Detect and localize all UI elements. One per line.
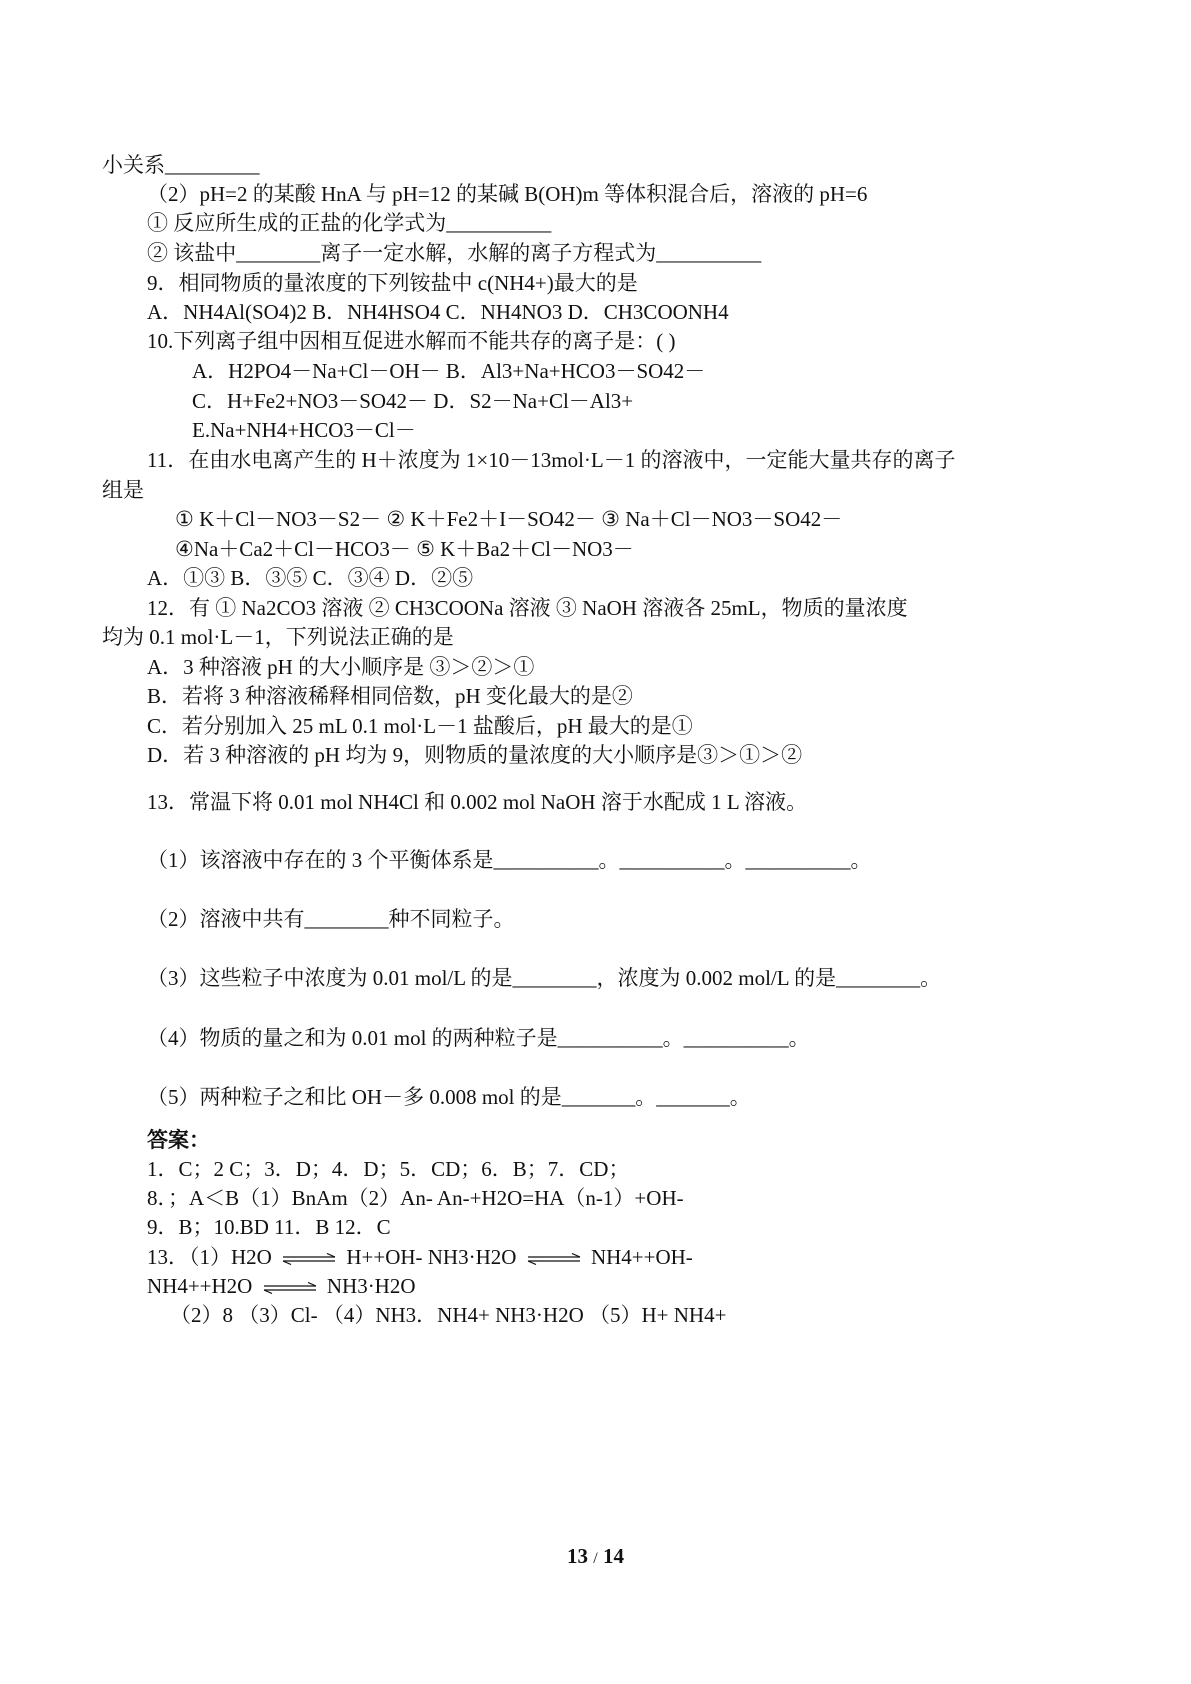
- total-pages: 14: [602, 1544, 624, 1568]
- equilibrium-arrow-icon: [281, 1253, 337, 1265]
- text-line: ① 反应所生成的正盐的化学式为__________: [147, 211, 552, 235]
- question-11-items: ④Na＋Ca2＋Cl－HCO3－ ⑤ K＋Ba2＋Cl－NO3－: [175, 537, 634, 561]
- text-line: （2）pH=2 的某酸 HnA 与 pH=12 的某碱 B(OH)m 等体积混合后，溶液的 pH=6: [147, 182, 868, 206]
- equilibrium-arrow-icon: [262, 1282, 318, 1294]
- question-12-option: C．若分别加入 25 mL 0.1 mol·L－1 盐酸后，pH 最大的是①: [147, 714, 693, 738]
- question-12-option: B．若将 3 种溶液稀释相同倍数，pH 变化最大的是②: [147, 684, 633, 708]
- question-13-part: （3）这些粒子中浓度为 0.01 mol/L 的是________，浓度为 0.002 mol/L 的是________。: [147, 966, 942, 990]
- answer-line: [147, 1273, 416, 1299]
- question-13: 13．常温下将 0.01 mol NH4Cl 和 0.002 mol NaOH 溶于水配成 1 L 溶液。: [147, 790, 808, 814]
- equilibrium-arrow-icon: [526, 1253, 582, 1265]
- question-12: 均为 0.1 mol·L－1，下列说法正确的是: [102, 625, 454, 649]
- answer-line: 1．C；2 C；3．D；4．D；5．CD；6．B；7．CD；: [147, 1157, 630, 1181]
- question-10: 10.下列离子组中因相互促进水解而不能共存的离子是：( ): [147, 329, 676, 353]
- page-separator: /: [593, 1550, 598, 1567]
- text-line: ② 该盐中________离子一定水解，水解的离子方程式为__________: [147, 241, 762, 265]
- page-number: [0, 1544, 1191, 1569]
- answer-text: NH3·H2O: [326, 1274, 416, 1298]
- text-line: 小关系_________: [102, 153, 260, 177]
- answer-text: NH4++OH-: [590, 1245, 693, 1269]
- answers-heading: 答案：: [147, 1128, 210, 1152]
- question-9: 9．相同物质的量浓度的下列铵盐中 c(NH4+)最大的是: [147, 271, 638, 295]
- answer-text: 13．（1）H2O: [147, 1245, 272, 1269]
- question-11-items: ① K＋Cl－NO3－S2－ ② K＋Fe2＋I－SO42－ ③ Na＋Cl－NO3－SO42－: [175, 507, 843, 531]
- answer-line: 9．B；10.BD 11．B 12．C: [147, 1215, 391, 1239]
- question-11: 11．在由水电离产生的 H＋浓度为 1×10－13mol·L－1 的溶液中，一定能大量共存的离子: [147, 448, 956, 472]
- current-page: 13: [567, 1544, 589, 1568]
- question-10-options: A．H2PO4－Na+Cl－OH－ B．Al3+Na+HCO3－SO42－: [192, 359, 706, 383]
- question-12-option: A．3 种溶液 pH 的大小顺序是 ③＞②＞①: [147, 655, 535, 679]
- question-9-options: A．NH4Al(SO4)2 B．NH4HSO4 C．NH4NO3 D．CH3COONH4: [147, 300, 729, 324]
- answer-line: （2）8 （3）Cl- （4）NH3．NH4+ NH3·H2O （5）H+ NH4+: [170, 1303, 727, 1327]
- question-13-part: （2）溶液中共有________种不同粒子。: [147, 907, 515, 931]
- answer-text: NH4++H2O: [147, 1274, 253, 1298]
- answer-line: [147, 1244, 693, 1270]
- question-12: 12．有 ① Na2CO3 溶液 ② CH3COONa 溶液 ③ NaOH 溶液各 25mL，物质的量浓度: [147, 596, 908, 620]
- question-12-option: D．若 3 种溶液的 pH 均为 9，则物质的量浓度的大小顺序是③＞①＞②: [147, 743, 803, 767]
- question-10-options: C．H+Fe2+NO3－SO42－ D．S2－Na+Cl－Al3+: [192, 389, 634, 413]
- question-13-part: （1）该溶液中存在的 3 个平衡体系是__________。__________。__________。: [147, 848, 872, 872]
- question-11-options: A．①③ B．③⑤ C．③④ D．②⑤: [147, 566, 474, 590]
- question-10-options: E.Na+NH4+HCO3－Cl－: [192, 418, 416, 442]
- question-13-part: （4）物质的量之和为 0.01 mol 的两种粒子是__________。__________。: [147, 1026, 810, 1050]
- answer-line: 8．；A＜B（1）BnAm（2）An- An-+H2O=HA（n-1）+OH-: [147, 1186, 684, 1210]
- question-13-part: （5）两种粒子之和比 OH－多 0.008 mol 的是_______。_______。: [147, 1085, 751, 1109]
- question-11: 组是: [102, 478, 144, 502]
- answer-text: H++OH- NH3·H2O: [346, 1245, 517, 1269]
